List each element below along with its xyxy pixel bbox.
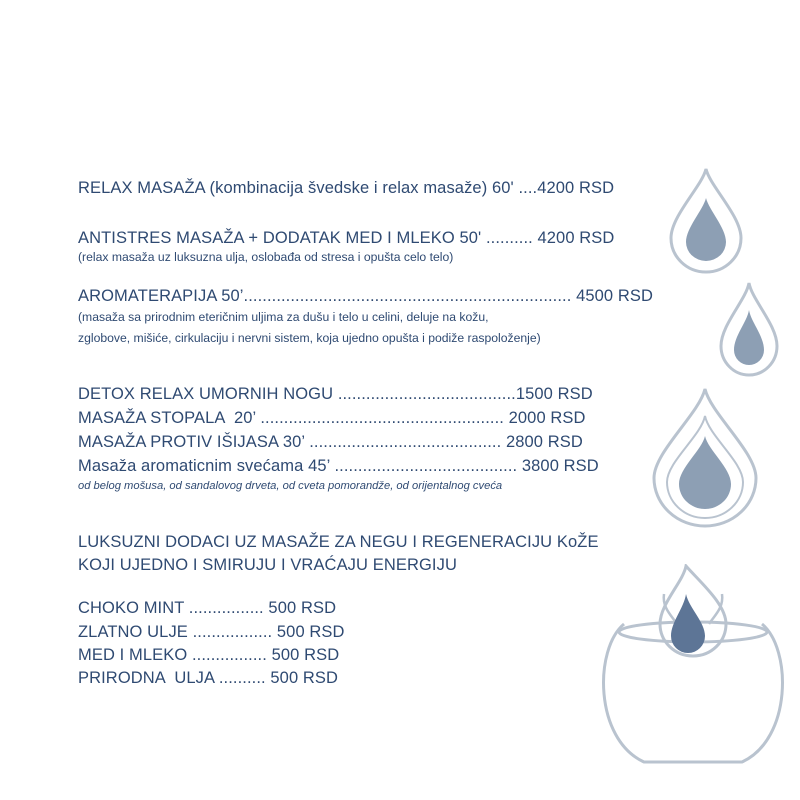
aromaterapija-description-line1: (masaža sa prirodnim eteričnim uljima za dušu i telo u celini, deluje na kožu, (78, 310, 489, 324)
water-drop-icon (718, 280, 780, 378)
candle-massage-item: Masaža aromaticnim svećama 45’ ....................................... 3800 RSD (78, 457, 599, 475)
candle-massage-description: od belog mošusa, od sandalovog drveta, od cveta pomorandže, od orijentalnog cveća (78, 480, 503, 492)
aromaterapija-item: AROMATERAPIJA 50’...................................................................... 4500 RSD (78, 287, 654, 305)
detox-item: DETOX RELAX UMORNIH NOGU ......................................1500 RSD (78, 385, 593, 403)
addon-item: CHOKO MINT ................ 500 RSD (78, 599, 337, 617)
relax-massage-item: RELAX MASAŽA (kombinacija švedske i relax masaže) 60' ....4200 RSD (78, 179, 615, 197)
aromaterapija-description-line2: zglobove, mišiće, cirkulaciju i nervni sistem, koja ujedno opušta i podiže raspoloženje) (78, 331, 541, 345)
water-drop-icon (668, 166, 744, 274)
candle-bowl-icon (594, 564, 792, 772)
antistres-description: (relax masaža uz luksuzna ulja, oslobađa od stresa i opušta celo telo) (78, 250, 454, 264)
addon-item: MED I MLEKO ................ 500 RSD (78, 646, 340, 664)
antistres-massage-item: ANTISTRES MASAŽA + DODATAK MED I MLEKO 50' .......... 4200 RSD (78, 229, 615, 247)
water-drop-icon (651, 386, 759, 528)
addon-item: ZLATNO ULJE ................. 500 RSD (78, 623, 345, 641)
masaza-stopala-item: MASAŽA STOPALA 20’ .................................................... 2000 RSD (78, 409, 586, 427)
addon-item: PRIRODNA ULJA .......... 500 RSD (78, 669, 339, 687)
addons-heading-line1: LUKSUZNI DODACI UZ MASAŽE ZA NEGU I REGENERACIJU KoŽE (78, 533, 599, 551)
addons-heading-line2: KOJI UJEDNO I SMIRUJU I VRAĆAJU ENERGIJU (78, 556, 457, 574)
isijas-massage-item: MASAŽA PROTIV IŠIJASA 30’ ......................................... 2800 RSD (78, 433, 583, 451)
